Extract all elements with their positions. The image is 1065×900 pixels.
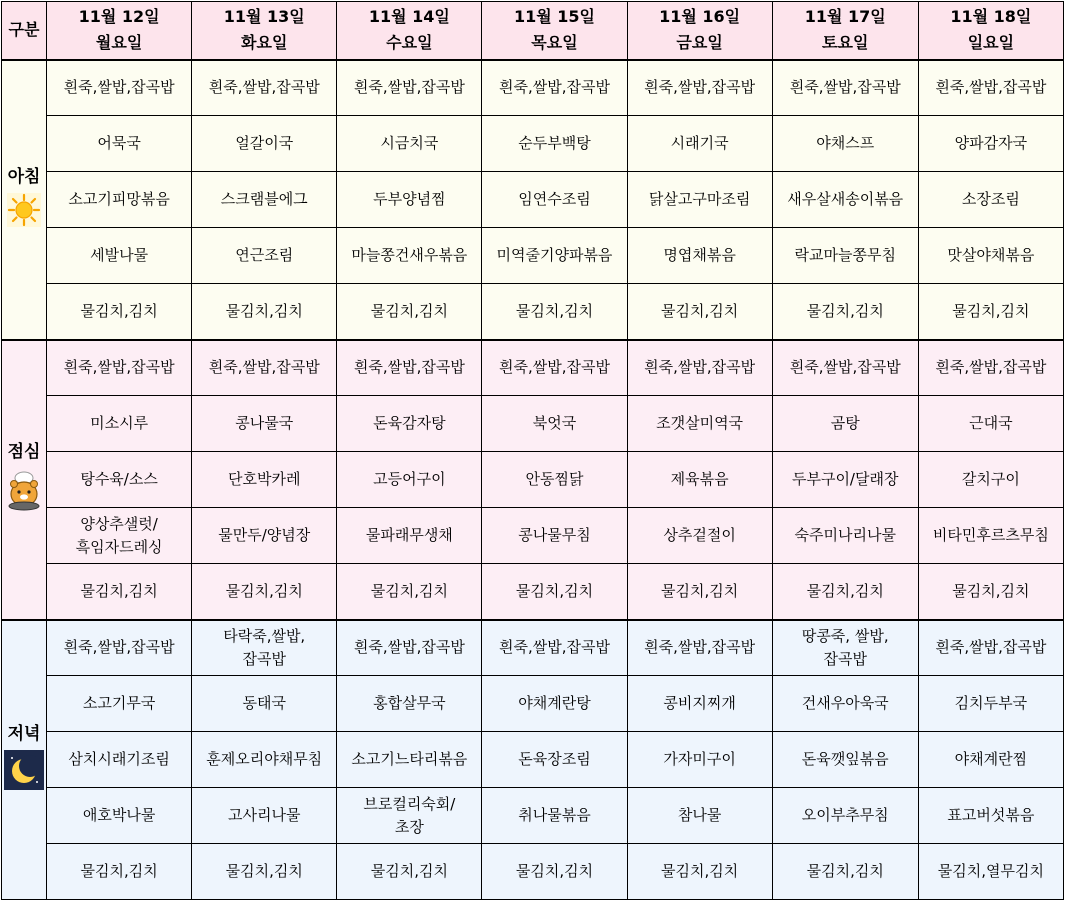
meal-label: 점심	[7, 441, 41, 462]
menu-cell: 가자미구이	[627, 732, 772, 788]
menu-cell: 물김치,김치	[627, 844, 772, 900]
menu-cell: 돈육장조림	[482, 732, 627, 788]
menu-cell: 흰죽,쌀밥,잡곡밥	[47, 340, 192, 396]
menu-cell: 물김치,김치	[192, 844, 337, 900]
menu-cell: 물파래무생채	[337, 508, 482, 564]
menu-cell: 연근조림	[192, 228, 337, 284]
menu-cell: 돈육깻잎볶음	[772, 732, 918, 788]
day-header-tue	[192, 2, 337, 60]
menu-cell: 흰죽,쌀밥,잡곡밥	[482, 620, 627, 676]
menu-cell: 물만두/양념장	[192, 508, 337, 564]
day-weekday: 목요일	[531, 33, 578, 53]
menu-cell: 홍합살무국	[337, 676, 482, 732]
menu-cell: 임연수조림	[482, 172, 627, 228]
menu-cell: 숙주미나리나물	[772, 508, 918, 564]
menu-cell: 락교마늘쫑무침	[772, 228, 918, 284]
menu-cell: 흰죽,쌀밥,잡곡밥	[918, 340, 1063, 396]
lunch-row	[2, 452, 1064, 508]
menu-cell: 물김치,열무김치	[918, 844, 1063, 900]
day-weekday: 일요일	[967, 33, 1015, 53]
menu-cell: 물김치,김치	[627, 564, 772, 620]
menu-cell: 곰탕	[772, 396, 918, 452]
menu-cell: 안동찜닭	[482, 452, 627, 508]
menu-cell: 물김치,김치	[47, 564, 192, 620]
menu-cell: 흰죽,쌀밥,잡곡밥	[627, 620, 772, 676]
menu-cell: 건새우아욱국	[772, 676, 918, 732]
breakfast-row	[2, 284, 1064, 340]
menu-cell: 흰죽,쌀밥,잡곡밥	[918, 60, 1063, 116]
menu-cell: 콩나물무침	[482, 508, 627, 564]
menu-cell: 얼갈이국	[192, 116, 337, 172]
menu-cell: 흰죽,쌀밥,잡곡밥	[482, 60, 627, 116]
breakfast-row	[2, 116, 1064, 172]
menu-cell: 흰죽,쌀밥,잡곡밥	[918, 620, 1063, 676]
dinner-row	[2, 844, 1064, 900]
menu-cell: 북엇국	[482, 396, 627, 452]
menu-cell: 흰죽,쌀밥,잡곡밥	[627, 60, 772, 116]
menu-cell: 흰죽,쌀밥,잡곡밥	[627, 340, 772, 396]
menu-cell: 흰죽,쌀밥,잡곡밥	[47, 60, 192, 116]
menu-cell: 비타민후르츠무침	[918, 508, 1063, 564]
menu-cell: 고사리나물	[192, 788, 337, 844]
menu-cell: 물김치,김치	[47, 844, 192, 900]
day-date: 11월 14일	[368, 7, 450, 27]
day-weekday: 수요일	[386, 33, 433, 53]
menu-cell: 물김치,김치	[918, 564, 1063, 620]
menu-cell: 단호박카레	[192, 452, 337, 508]
menu-cell: 김치두부국	[918, 676, 1063, 732]
day-date: 11월 15일	[513, 7, 595, 27]
lunch-row	[2, 396, 1064, 452]
moon-icon	[4, 750, 44, 797]
menu-cell: 물김치,김치	[482, 564, 627, 620]
menu-cell: 물김치,김치	[192, 284, 337, 340]
day-date: 11월 16일	[659, 7, 741, 27]
cooking-bear-icon	[4, 468, 44, 519]
menu-cell: 양상추샐럿/ 흑임자드레싱	[47, 508, 192, 564]
menu-cell: 제육볶음	[627, 452, 772, 508]
menu-cell: 근대국	[918, 396, 1063, 452]
menu-cell: 돈육감자탕	[337, 396, 482, 452]
menu-cell: 맛살야채볶음	[918, 228, 1063, 284]
menu-cell: 표고버섯볶음	[918, 788, 1063, 844]
menu-cell: 물김치,김치	[47, 284, 192, 340]
day-header-wed	[337, 2, 482, 60]
day-date: 11월 12일	[78, 7, 160, 27]
menu-cell: 고등어구이	[337, 452, 482, 508]
menu-cell: 갈치구이	[918, 452, 1063, 508]
day-weekday: 화요일	[241, 33, 288, 53]
menu-cell: 스크램블에그	[192, 172, 337, 228]
header-row	[2, 2, 1064, 60]
menu-cell: 흰죽,쌀밥,잡곡밥	[47, 620, 192, 676]
menu-cell: 미역줄기양파볶음	[482, 228, 627, 284]
breakfast-section-label	[2, 60, 47, 340]
menu-cell: 콩나물국	[192, 396, 337, 452]
menu-cell: 오이부추무침	[772, 788, 918, 844]
menu-cell: 새우살새송이볶음	[772, 172, 918, 228]
menu-cell: 흰죽,쌀밥,잡곡밥	[337, 60, 482, 116]
menu-cell: 물김치,김치	[192, 564, 337, 620]
menu-cell: 소고기피망볶음	[47, 172, 192, 228]
breakfast-row	[2, 172, 1064, 228]
menu-cell: 물김치,김치	[337, 564, 482, 620]
menu-cell: 콩비지찌개	[627, 676, 772, 732]
menu-cell: 야채계란찜	[918, 732, 1063, 788]
menu-cell: 흰죽,쌀밥,잡곡밥	[192, 60, 337, 116]
menu-body	[2, 60, 1064, 900]
dinner-section-label	[2, 620, 47, 900]
menu-cell: 흰죽,쌀밥,잡곡밥	[482, 340, 627, 396]
menu-cell: 닭살고구마조림	[627, 172, 772, 228]
menu-cell: 물김치,김치	[482, 844, 627, 900]
menu-cell: 어묵국	[47, 116, 192, 172]
menu-cell: 양파감자국	[918, 116, 1063, 172]
breakfast-row	[2, 60, 1064, 116]
day-date: 11월 13일	[223, 7, 305, 27]
menu-cell: 흰죽,쌀밥,잡곡밥	[337, 620, 482, 676]
weekly-menu-table	[1, 1, 1064, 900]
menu-cell: 물김치,김치	[772, 284, 918, 340]
dinner-row	[2, 788, 1064, 844]
day-header-mon	[47, 2, 192, 60]
menu-cell: 물김치,김치	[337, 284, 482, 340]
menu-cell: 흰죽,쌀밥,잡곡밥	[772, 60, 918, 116]
dinner-row	[2, 676, 1064, 732]
dinner-row	[2, 620, 1064, 676]
menu-cell: 세발나물	[47, 228, 192, 284]
menu-cell: 타락죽,쌀밥, 잡곡밥	[192, 620, 337, 676]
day-weekday: 월요일	[95, 33, 143, 53]
menu-cell: 시래기국	[627, 116, 772, 172]
day-date: 11월 18일	[950, 7, 1032, 27]
day-header-sun	[918, 2, 1063, 60]
lunch-row	[2, 340, 1064, 396]
menu-cell: 삼치시래기조림	[47, 732, 192, 788]
lunch-row	[2, 564, 1064, 620]
menu-cell: 참나물	[627, 788, 772, 844]
menu-cell: 순두부백탕	[482, 116, 627, 172]
menu-cell: 동태국	[192, 676, 337, 732]
menu-cell: 브로컬리숙회/ 초장	[337, 788, 482, 844]
menu-cell: 물김치,김치	[772, 844, 918, 900]
menu-cell: 물김치,김치	[772, 564, 918, 620]
menu-cell: 애호박나물	[47, 788, 192, 844]
meal-label: 저녁	[7, 723, 41, 744]
menu-cell: 명엽채볶음	[627, 228, 772, 284]
menu-cell: 물김치,김치	[627, 284, 772, 340]
day-header-thu	[482, 2, 627, 60]
lunch-section-label	[2, 340, 47, 620]
day-weekday: 금요일	[676, 33, 723, 53]
menu-cell: 물김치,김치	[482, 284, 627, 340]
menu-cell: 조갯살미역국	[627, 396, 772, 452]
dinner-row	[2, 732, 1064, 788]
sun-icon	[4, 193, 44, 234]
menu-cell: 흰죽,쌀밥,잡곡밥	[772, 340, 918, 396]
menu-cell: 두부양념찜	[337, 172, 482, 228]
day-header-sat	[772, 2, 918, 60]
menu-cell: 소고기무국	[47, 676, 192, 732]
breakfast-row	[2, 228, 1064, 284]
menu-cell: 흰죽,쌀밥,잡곡밥	[192, 340, 337, 396]
menu-cell: 취나물볶음	[482, 788, 627, 844]
day-weekday: 토요일	[822, 33, 869, 53]
menu-cell: 소고기느타리볶음	[337, 732, 482, 788]
header-corner-label: 구분	[2, 2, 47, 60]
menu-cell: 소장조림	[918, 172, 1063, 228]
menu-cell: 야채스프	[772, 116, 918, 172]
menu-cell: 훈제오리야채무침	[192, 732, 337, 788]
menu-cell: 물김치,김치	[918, 284, 1063, 340]
menu-cell: 상추겉절이	[627, 508, 772, 564]
menu-cell: 물김치,김치	[337, 844, 482, 900]
menu-cell: 땅콩죽, 쌀밥, 잡곡밥	[772, 620, 918, 676]
menu-cell: 흰죽,쌀밥,잡곡밥	[337, 340, 482, 396]
menu-cell: 미소시루	[47, 396, 192, 452]
menu-cell: 두부구이/달래장	[772, 452, 918, 508]
day-date: 11월 17일	[804, 7, 886, 27]
meal-label: 아침	[7, 166, 41, 187]
lunch-row	[2, 508, 1064, 564]
menu-cell: 야채계란탕	[482, 676, 627, 732]
day-header-fri	[627, 2, 772, 60]
menu-cell: 탕수육/소스	[47, 452, 192, 508]
menu-cell: 마늘쫑건새우볶음	[337, 228, 482, 284]
menu-cell: 시금치국	[337, 116, 482, 172]
